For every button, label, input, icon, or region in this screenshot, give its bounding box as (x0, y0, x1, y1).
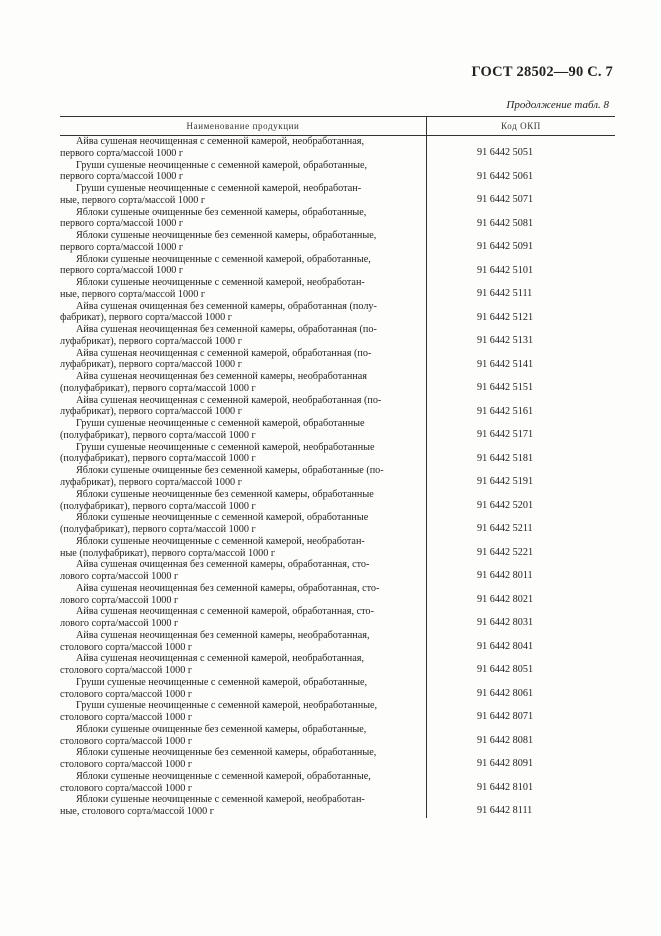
product-name-line-1: Айва сушеная неочищенная без семенной камеры, обработанная, сто- (76, 582, 380, 594)
product-name (60, 183, 420, 207)
table-row (60, 583, 615, 607)
product-name-line-1: Яблоки сушеные неочищенные с семенной камерой, обработанные (76, 512, 369, 524)
okp-code: 91 6442 5071 (477, 194, 534, 206)
product-name-line-2: (полуфабрикат), первого сорта/массой 1000 г (60, 429, 256, 441)
product-name-line-1: Айва сушеная очищенная без семенной камеры, обработанная (полу- (76, 300, 377, 312)
product-name-line-2: (полуфабрикат), первого сорта/массой 1000 г (60, 524, 256, 536)
column-header-code: Код ОКП (426, 117, 615, 135)
table-row (60, 794, 615, 818)
product-name-line-2: (полуфабрикат), первого сорта/массой 1000 г (60, 500, 256, 512)
product-name (60, 724, 420, 748)
okp-code: 91 6442 8061 (477, 687, 534, 699)
product-name-line-2: ные (полуфабрикат), первого сорта/массой 1000 г (60, 547, 276, 559)
product-name-line-2: первого сорта/массой 1000 г (60, 265, 184, 277)
table-row (60, 747, 615, 771)
product-name (60, 559, 420, 583)
product-name-line-1: Яблоки сушеные неочищенные без семенной камеры, обработанные, (76, 230, 377, 242)
product-name-line-2: столового сорта/массой 1000 г (60, 782, 193, 794)
column-divider (426, 136, 427, 818)
okp-code: 91 6442 5171 (477, 429, 534, 441)
table-row (60, 418, 615, 442)
okp-code: 91 6442 5161 (477, 405, 534, 417)
page-header: ГОСТ 28502—90 С. 7 (471, 64, 613, 80)
okp-code: 91 6442 5091 (477, 241, 534, 253)
table-row (60, 301, 615, 325)
table-row (60, 771, 615, 795)
product-name (60, 160, 420, 184)
product-name-line-1: Груши сушеные неочищенные с семенной камерой, обработанные (76, 418, 365, 430)
product-name-line-2: фабрикат), первого сорта/массой 1000 г (60, 312, 232, 324)
product-name (60, 442, 420, 466)
product-name (60, 653, 420, 677)
okp-code: 91 6442 8031 (477, 617, 534, 629)
table-row (60, 700, 615, 724)
okp-code: 91 6442 8101 (477, 781, 534, 793)
table-row (60, 371, 615, 395)
product-name-line-2: (полуфабрикат), первого сорта/массой 1000 г (60, 382, 256, 394)
product-name (60, 700, 420, 724)
table-header (60, 116, 615, 136)
table-continuation-label: Продолжение табл. 8 (506, 99, 609, 111)
table-row (60, 559, 615, 583)
product-name-line-1: Айва сушеная неочищенная с семенной камерой, обработанная, сто- (76, 606, 374, 618)
okp-code: 91 6442 8111 (477, 805, 533, 817)
product-name-line-2: столового сорта/массой 1000 г (60, 735, 193, 747)
product-name (60, 348, 420, 372)
product-name (60, 277, 420, 301)
table-row (60, 254, 615, 278)
product-name (60, 301, 420, 325)
table-row (60, 277, 615, 301)
product-name (60, 677, 420, 701)
product-name-line-2: ные, первого сорта/массой 1000 г (60, 194, 206, 206)
okp-code: 91 6442 8041 (477, 640, 534, 652)
okp-code: 91 6442 5081 (477, 217, 534, 229)
product-name-line-1: Груши сушеные неочищенные с семенной камерой, обработанные, (76, 159, 368, 171)
column-header-name: Наименование продукции (186, 121, 300, 131)
product-name-line-1: Айва сушеная неочищенная без семенной камеры, необработанная, (76, 629, 370, 641)
table-row (60, 348, 615, 372)
product-name (60, 747, 420, 771)
okp-code: 91 6442 8051 (477, 664, 534, 676)
product-name (60, 371, 420, 395)
product-name-line-2: лового сорта/массой 1000 г (60, 571, 179, 583)
product-name (60, 395, 420, 419)
product-name-line-1: Груши сушеные неочищенные с семенной камерой, необработанные, (76, 700, 378, 712)
product-name-line-2: ные, столового сорта/массой 1000 г (60, 806, 214, 818)
table-row (60, 489, 615, 513)
okp-code: 91 6442 5051 (477, 147, 534, 158)
product-name-line-2: первого сорта/массой 1000 г (60, 147, 184, 159)
product-name-line-2: столового сорта/массой 1000 г (60, 688, 193, 700)
product-name-line-2: столового сорта/массой 1000 г (60, 665, 193, 677)
product-name-line-1: Яблоки сушеные очищенные без семенной камеры, обработанные (по- (76, 465, 384, 477)
product-name (60, 254, 420, 278)
product-name-line-1: Айва сушеная неочищенная с семенной камерой, необработанная (по- (76, 394, 382, 406)
product-name-line-1: Айва сушеная неочищенная без семенной камеры, обработанная (по- (76, 324, 377, 336)
product-name-line-1: Яблоки сушеные неочищенные без семенной камеры, обработанные, (76, 747, 377, 759)
product-name (60, 630, 420, 654)
table-row (60, 442, 615, 466)
table-row (60, 606, 615, 630)
product-name-line-1: Айва сушеная неочищенная с семенной камерой, необработанная, (76, 136, 364, 147)
product-name-line-2: первого сорта/массой 1000 г (60, 171, 184, 183)
table-row (60, 324, 615, 348)
product-name-line-2: (полуфабрикат), первого сорта/массой 1000 г (60, 453, 256, 465)
product-name (60, 465, 420, 489)
product-name-line-1: Яблоки сушеные неочищенные с семенной камерой, необработан- (76, 535, 365, 547)
product-name-line-2: лового сорта/массой 1000 г (60, 594, 179, 606)
okp-code: 91 6442 5181 (477, 452, 534, 464)
product-name (60, 418, 420, 442)
product-name-line-2: ные, первого сорта/массой 1000 г (60, 288, 206, 300)
product-name-line-1: Яблоки сушеные очищенные без семенной камеры, обработанные, (76, 723, 367, 735)
okp-code: 91 6442 8081 (477, 734, 534, 746)
product-name (60, 794, 420, 818)
okp-code: 91 6442 5211 (477, 523, 533, 535)
table-row (60, 160, 615, 184)
product-name (60, 324, 420, 348)
product-name-line-2: столового сорта/массой 1000 г (60, 641, 193, 653)
product-name-line-1: Яблоки сушеные неочищенные без семенной камеры, обработанные (76, 488, 374, 500)
okp-code: 91 6442 5121 (477, 311, 534, 323)
product-name-line-2: первого сорта/массой 1000 г (60, 218, 184, 230)
product-name-line-1: Айва сушеная неочищенная с семенной камерой, необработанная, (76, 653, 364, 665)
table-row (60, 395, 615, 419)
table-row (60, 136, 615, 160)
table-body (60, 136, 615, 818)
product-name (60, 606, 420, 630)
okp-code: 91 6442 5201 (477, 499, 534, 511)
product-name (60, 136, 420, 160)
product-name-line-1: Айва сушеная очищенная без семенной камеры, обработанная, сто- (76, 559, 370, 571)
product-name-line-1: Яблоки сушеные неочищенные с семенной камерой, необработан- (76, 277, 365, 289)
product-name-line-2: луфабрикат), первого сорта/массой 1000 г (60, 359, 242, 371)
table-row (60, 230, 615, 254)
product-name-line-1: Груши сушеные неочищенные с семенной камерой, необработанные (76, 441, 375, 453)
product-name-line-2: луфабрикат), первого сорта/массой 1000 г (60, 476, 242, 488)
product-name-line-2: луфабрикат), первого сорта/массой 1000 г (60, 335, 242, 347)
product-name-line-1: Яблоки сушеные неочищенные с семенной камерой, обработанные, (76, 770, 371, 782)
product-name (60, 230, 420, 254)
okp-code: 91 6442 8071 (477, 711, 534, 723)
product-table (60, 116, 615, 818)
table-row (60, 724, 615, 748)
product-name (60, 583, 420, 607)
product-name-line-1: Айва сушеная неочищенная с семенной камерой, обработанная (по- (76, 347, 372, 359)
product-name-line-2: столового сорта/массой 1000 г (60, 712, 193, 724)
okp-code: 91 6442 8021 (477, 593, 534, 605)
product-name (60, 536, 420, 560)
product-name (60, 512, 420, 536)
okp-code: 91 6442 5061 (477, 170, 534, 182)
okp-code: 91 6442 8011 (477, 570, 533, 582)
product-name-line-2: лового сорта/массой 1000 г (60, 618, 179, 630)
product-name-line-2: первого сорта/массой 1000 г (60, 241, 184, 253)
product-name-line-1: Груши сушеные неочищенные с семенной камерой, обработанные, (76, 676, 368, 688)
okp-code: 91 6442 5191 (477, 476, 534, 488)
product-name-line-1: Айва сушеная неочищенная без семенной камеры, необработанная (76, 371, 367, 383)
okp-code: 91 6442 5151 (477, 382, 534, 394)
product-name (60, 207, 420, 231)
table-row (60, 630, 615, 654)
product-name-line-1: Яблоки сушеные неочищенные с семенной камерой, необработан- (76, 794, 365, 806)
product-name-line-2: столового сорта/массой 1000 г (60, 759, 193, 771)
table-row (60, 653, 615, 677)
product-name-line-1: Яблоки сушеные неочищенные с семенной камерой, обработанные, (76, 253, 371, 265)
table-row (60, 207, 615, 231)
table-row (60, 677, 615, 701)
product-name-line-1: Груши сушеные неочищенные с семенной камерой, необработан- (76, 183, 362, 195)
product-name (60, 489, 420, 513)
table-row (60, 183, 615, 207)
table-row (60, 512, 615, 536)
product-name (60, 771, 420, 795)
okp-code: 91 6442 5141 (477, 358, 534, 370)
okp-code: 91 6442 5111 (477, 288, 533, 300)
okp-code: 91 6442 5101 (477, 264, 534, 276)
table-row (60, 536, 615, 560)
product-name-line-1: Яблоки сушеные очищенные без семенной камеры, обработанные, (76, 206, 367, 218)
okp-code: 91 6442 5131 (477, 335, 534, 347)
okp-code: 91 6442 8091 (477, 758, 534, 770)
product-name-line-2: луфабрикат), первого сорта/массой 1000 г (60, 406, 242, 418)
table-row (60, 465, 615, 489)
okp-code: 91 6442 5221 (477, 546, 534, 558)
